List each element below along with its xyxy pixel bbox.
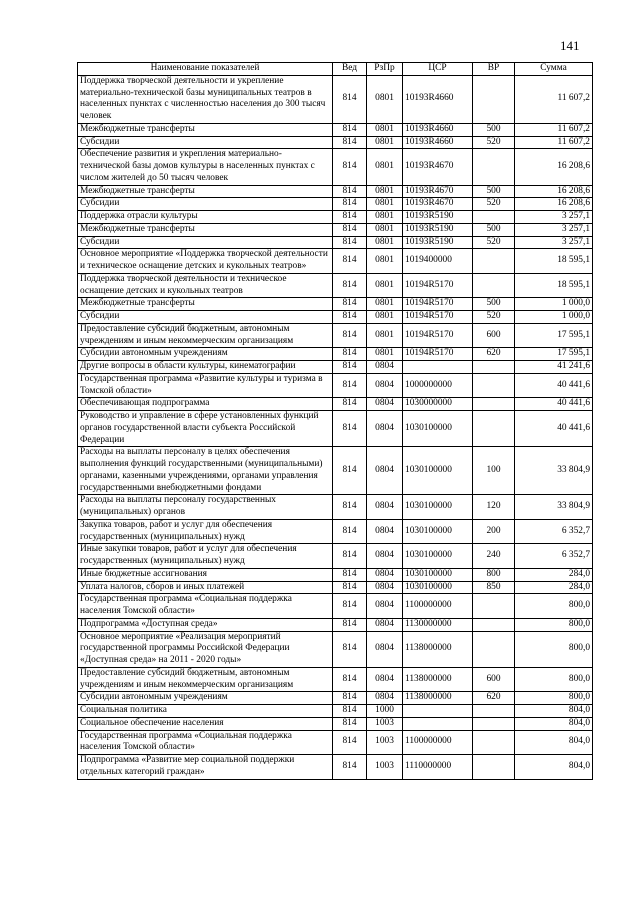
row-rzpr-cell: 0804 [367, 631, 403, 667]
table-row [78, 447, 593, 495]
row-name-cell: Уплата налогов, сборов и иных платежей [78, 581, 333, 594]
row-ved-cell: 814 [333, 149, 367, 185]
row-ved-cell: 814 [333, 136, 367, 149]
row-csr-cell: 1110000000 [403, 755, 473, 780]
row-sum-cell: 804,0 [515, 730, 593, 755]
row-vr-cell [473, 373, 515, 398]
row-sum-cell: 804,0 [515, 755, 593, 780]
row-csr-cell: 10193R4660 [403, 123, 473, 136]
row-csr-cell: 1000000000 [403, 373, 473, 398]
row-csr-cell [403, 705, 473, 718]
row-rzpr-cell: 0801 [367, 123, 403, 136]
row-ved-cell: 814 [333, 185, 367, 198]
row-ved-cell: 814 [333, 298, 367, 311]
row-name-cell: Обеспечение развития и укрепления материально-технической базы домов культуры в населенных пунктах с числом жителей до 50 тысяч человек [78, 149, 333, 185]
row-vr-cell: 520 [473, 311, 515, 324]
row-sum-cell: 16 208,6 [515, 149, 593, 185]
row-rzpr-cell: 1003 [367, 717, 403, 730]
row-sum-cell: 800,0 [515, 631, 593, 667]
row-sum-cell: 804,0 [515, 705, 593, 718]
row-vr-cell [473, 717, 515, 730]
row-rzpr-cell: 0801 [367, 75, 403, 123]
row-name-cell: Межбюджетные трансферты [78, 185, 333, 198]
row-name-cell: Обеспечивающая подпрограмма [78, 398, 333, 411]
row-sum-cell: 3 257,1 [515, 223, 593, 236]
row-vr-cell: 850 [473, 581, 515, 594]
row-csr-cell: 1138000000 [403, 631, 473, 667]
row-sum-cell: 11 607,2 [515, 136, 593, 149]
row-csr-cell: 10193R4660 [403, 75, 473, 123]
row-rzpr-cell: 1000 [367, 705, 403, 718]
row-vr-cell [473, 411, 515, 447]
row-rzpr-cell: 0804 [367, 568, 403, 581]
row-sum-cell: 16 208,6 [515, 198, 593, 211]
row-ved-cell: 814 [333, 411, 367, 447]
table-row [78, 544, 593, 569]
row-name-cell: Межбюджетные трансферты [78, 298, 333, 311]
table-row [78, 519, 593, 544]
table-row [78, 298, 593, 311]
row-ved-cell: 814 [333, 692, 367, 705]
row-sum-cell: 33 804,9 [515, 447, 593, 495]
table-row [78, 495, 593, 520]
row-sum-cell: 804,0 [515, 717, 593, 730]
row-vr-cell [473, 631, 515, 667]
row-ved-cell: 814 [333, 223, 367, 236]
row-sum-cell: 800,0 [515, 692, 593, 705]
table-row [78, 730, 593, 755]
row-csr-cell: 10194R5170 [403, 323, 473, 348]
row-vr-cell [473, 249, 515, 274]
row-vr-cell [473, 149, 515, 185]
table-row [78, 75, 593, 123]
row-ved-cell: 814 [333, 373, 367, 398]
table-row [78, 323, 593, 348]
table-body [78, 75, 593, 779]
row-name-cell: Субсидии [78, 136, 333, 149]
row-csr-cell: 1030100000 [403, 447, 473, 495]
row-rzpr-cell: 0801 [367, 136, 403, 149]
row-vr-cell: 100 [473, 447, 515, 495]
row-rzpr-cell: 0804 [367, 519, 403, 544]
row-vr-cell [473, 75, 515, 123]
row-name-cell: Иные бюджетные ассигнования [78, 568, 333, 581]
row-csr-cell: 1030100000 [403, 495, 473, 520]
row-sum-cell: 17 595,1 [515, 348, 593, 361]
row-rzpr-cell: 0804 [367, 667, 403, 692]
row-ved-cell: 814 [333, 495, 367, 520]
row-ved-cell: 814 [333, 249, 367, 274]
row-rzpr-cell: 0801 [367, 236, 403, 249]
table-row [78, 398, 593, 411]
page-number: 141 [560, 38, 580, 53]
row-ved-cell: 814 [333, 631, 367, 667]
row-vr-cell: 600 [473, 323, 515, 348]
row-name-cell: Государственная программа «Развитие культуры и туризма в Томской области» [78, 373, 333, 398]
row-rzpr-cell: 0801 [367, 198, 403, 211]
row-vr-cell: 500 [473, 123, 515, 136]
row-sum-cell: 800,0 [515, 618, 593, 631]
budget-table [77, 62, 593, 780]
row-sum-cell: 16 208,6 [515, 185, 593, 198]
row-csr-cell [403, 361, 473, 374]
row-rzpr-cell: 0804 [367, 581, 403, 594]
table-row [78, 136, 593, 149]
row-sum-cell: 1 000,0 [515, 298, 593, 311]
row-csr-cell: 10193R5190 [403, 236, 473, 249]
row-vr-cell: 800 [473, 568, 515, 581]
row-sum-cell: 6 352,7 [515, 519, 593, 544]
row-ved-cell: 814 [333, 236, 367, 249]
header-csr: ЦСР [403, 63, 473, 76]
row-name-cell: Расходы на выплаты персоналу государственных (муниципальных) органов [78, 495, 333, 520]
row-csr-cell [403, 717, 473, 730]
row-ved-cell: 814 [333, 323, 367, 348]
row-vr-cell [473, 730, 515, 755]
row-vr-cell: 620 [473, 692, 515, 705]
table-row [78, 273, 593, 298]
row-vr-cell [473, 755, 515, 780]
row-csr-cell: 1019400000 [403, 249, 473, 274]
row-rzpr-cell: 0804 [367, 495, 403, 520]
row-csr-cell: 10193R4670 [403, 185, 473, 198]
row-rzpr-cell: 0804 [367, 544, 403, 569]
table-row [78, 373, 593, 398]
row-ved-cell: 814 [333, 705, 367, 718]
row-sum-cell: 11 607,2 [515, 75, 593, 123]
table-row [78, 311, 593, 324]
row-name-cell: Предоставление субсидий бюджетным, автономным учреждениям и иным некоммерческим организациям [78, 667, 333, 692]
row-vr-cell [473, 211, 515, 224]
row-rzpr-cell: 0804 [367, 594, 403, 619]
row-vr-cell [473, 398, 515, 411]
row-ved-cell: 814 [333, 544, 367, 569]
row-sum-cell: 11 607,2 [515, 123, 593, 136]
row-name-cell: Основное мероприятие «Реализация мероприятий государственной программы Российской Федерации «Доступная среда» на 2011 - 2020 годы» [78, 631, 333, 667]
row-sum-cell: 800,0 [515, 667, 593, 692]
table-row [78, 211, 593, 224]
row-vr-cell: 200 [473, 519, 515, 544]
table-row [78, 692, 593, 705]
row-rzpr-cell: 0801 [367, 249, 403, 274]
row-rzpr-cell: 0801 [367, 311, 403, 324]
row-csr-cell: 10194R5170 [403, 273, 473, 298]
row-ved-cell: 814 [333, 755, 367, 780]
table-row [78, 631, 593, 667]
row-csr-cell: 1030100000 [403, 519, 473, 544]
row-ved-cell: 814 [333, 311, 367, 324]
table-row [78, 249, 593, 274]
row-rzpr-cell: 0801 [367, 298, 403, 311]
header-ved: Вед [333, 63, 367, 76]
row-ved-cell: 814 [333, 273, 367, 298]
row-csr-cell: 1030000000 [403, 398, 473, 411]
row-ved-cell: 814 [333, 568, 367, 581]
row-sum-cell: 3 257,1 [515, 211, 593, 224]
row-rzpr-cell: 0801 [367, 185, 403, 198]
row-name-cell: Государственная программа «Социальная поддержка населения Томской области» [78, 730, 333, 755]
row-name-cell: Основное мероприятие «Поддержка творческой деятельности и техническое оснащение детских и кукольных театров» [78, 249, 333, 274]
row-rzpr-cell: 0804 [367, 411, 403, 447]
table-row [78, 185, 593, 198]
row-csr-cell: 1130000000 [403, 618, 473, 631]
row-sum-cell: 800,0 [515, 594, 593, 619]
table-row [78, 594, 593, 619]
table-row [78, 149, 593, 185]
row-sum-cell: 18 595,1 [515, 249, 593, 274]
row-vr-cell: 600 [473, 667, 515, 692]
header-rzpr: РзПр [367, 63, 403, 76]
row-rzpr-cell: 0804 [367, 618, 403, 631]
row-sum-cell: 1 000,0 [515, 311, 593, 324]
table-header-row [78, 63, 593, 76]
row-name-cell: Поддержка творческой деятельности и техническое оснащение детских и кукольных театров [78, 273, 333, 298]
row-rzpr-cell: 0804 [367, 361, 403, 374]
row-csr-cell: 10194R5170 [403, 298, 473, 311]
row-vr-cell: 500 [473, 298, 515, 311]
row-name-cell: Субсидии [78, 198, 333, 211]
row-name-cell: Социальное обеспечение населения [78, 717, 333, 730]
row-vr-cell [473, 361, 515, 374]
row-vr-cell: 500 [473, 185, 515, 198]
row-vr-cell: 500 [473, 223, 515, 236]
table-row [78, 411, 593, 447]
row-rzpr-cell: 0801 [367, 273, 403, 298]
row-sum-cell: 40 441,6 [515, 411, 593, 447]
row-vr-cell: 120 [473, 495, 515, 520]
row-ved-cell: 814 [333, 618, 367, 631]
row-csr-cell: 1030100000 [403, 411, 473, 447]
row-ved-cell: 814 [333, 447, 367, 495]
row-rzpr-cell: 0804 [367, 398, 403, 411]
row-name-cell: Субсидии [78, 236, 333, 249]
row-rzpr-cell: 0801 [367, 211, 403, 224]
row-csr-cell: 1100000000 [403, 594, 473, 619]
row-csr-cell: 10194R5170 [403, 348, 473, 361]
row-name-cell: Другие вопросы в области культуры, кинематографии [78, 361, 333, 374]
row-name-cell: Иные закупки товаров, работ и услуг для обеспечения государственных (муниципальных) нужд [78, 544, 333, 569]
table-row [78, 618, 593, 631]
row-sum-cell: 40 441,6 [515, 398, 593, 411]
table-row [78, 361, 593, 374]
row-name-cell: Социальная политика [78, 705, 333, 718]
row-rzpr-cell: 0801 [367, 348, 403, 361]
row-ved-cell: 814 [333, 361, 367, 374]
row-vr-cell: 240 [473, 544, 515, 569]
row-sum-cell: 6 352,7 [515, 544, 593, 569]
row-ved-cell: 814 [333, 398, 367, 411]
row-name-cell: Предоставление субсидий бюджетным, автономным учреждениям и иным некоммерческим организациям [78, 323, 333, 348]
row-csr-cell: 10194R5170 [403, 311, 473, 324]
table-row [78, 223, 593, 236]
row-sum-cell: 33 804,9 [515, 495, 593, 520]
row-name-cell: Расходы на выплаты персоналу в целях обеспечения выполнения функций государственными (муниципальными) органами, казенными учреждениями, органами управления государственными внебюджетными фондами [78, 447, 333, 495]
row-sum-cell: 3 257,1 [515, 236, 593, 249]
row-csr-cell: 1030100000 [403, 581, 473, 594]
table-row [78, 717, 593, 730]
row-csr-cell: 1030100000 [403, 544, 473, 569]
row-name-cell: Субсидии автономным учреждениям [78, 692, 333, 705]
row-name-cell: Закупка товаров, работ и услуг для обеспечения государственных (муниципальных) нужд [78, 519, 333, 544]
table-row [78, 705, 593, 718]
table-row [78, 123, 593, 136]
row-rzpr-cell: 0801 [367, 223, 403, 236]
row-vr-cell [473, 705, 515, 718]
row-ved-cell: 814 [333, 75, 367, 123]
row-vr-cell [473, 618, 515, 631]
header-sum: Сумма [515, 63, 593, 76]
row-rzpr-cell: 0801 [367, 149, 403, 185]
row-sum-cell: 284,0 [515, 581, 593, 594]
table-row [78, 568, 593, 581]
row-vr-cell: 520 [473, 236, 515, 249]
row-vr-cell: 620 [473, 348, 515, 361]
row-ved-cell: 814 [333, 667, 367, 692]
row-name-cell: Поддержка творческой деятельности и укрепление материально-технической базы муниципальных театров в населенных пунктах с численностью населения до 300 тысяч человек [78, 75, 333, 123]
row-name-cell: Межбюджетные трансферты [78, 123, 333, 136]
row-ved-cell: 814 [333, 211, 367, 224]
row-name-cell: Подпрограмма «Развитие мер социальной поддержки отдельных категорий граждан» [78, 755, 333, 780]
header-vr: ВР [473, 63, 515, 76]
row-vr-cell [473, 594, 515, 619]
table-row [78, 198, 593, 211]
row-sum-cell: 17 595,1 [515, 323, 593, 348]
row-name-cell: Подпрограмма «Доступная среда» [78, 618, 333, 631]
row-ved-cell: 814 [333, 730, 367, 755]
row-rzpr-cell: 0804 [367, 373, 403, 398]
row-ved-cell: 814 [333, 198, 367, 211]
row-sum-cell: 18 595,1 [515, 273, 593, 298]
row-name-cell: Субсидии автономным учреждениям [78, 348, 333, 361]
row-csr-cell: 1138000000 [403, 667, 473, 692]
row-csr-cell: 10193R4660 [403, 136, 473, 149]
row-sum-cell: 41 241,6 [515, 361, 593, 374]
row-csr-cell: 10193R4670 [403, 149, 473, 185]
row-vr-cell: 520 [473, 136, 515, 149]
table-row [78, 667, 593, 692]
row-csr-cell: 10193R5190 [403, 223, 473, 236]
row-rzpr-cell: 0804 [367, 692, 403, 705]
row-name-cell: Государственная программа «Социальная поддержка населения Томской области» [78, 594, 333, 619]
row-rzpr-cell: 1003 [367, 730, 403, 755]
row-name-cell: Межбюджетные трансферты [78, 223, 333, 236]
row-csr-cell: 1030100000 [403, 568, 473, 581]
row-ved-cell: 814 [333, 519, 367, 544]
row-ved-cell: 814 [333, 717, 367, 730]
row-rzpr-cell: 0801 [367, 323, 403, 348]
table-row [78, 236, 593, 249]
row-csr-cell: 1138000000 [403, 692, 473, 705]
row-name-cell: Руководство и управление в сфере установленных функций органов государственной власти субъекта Российской Федерации [78, 411, 333, 447]
row-rzpr-cell: 0804 [367, 447, 403, 495]
row-ved-cell: 814 [333, 581, 367, 594]
row-csr-cell: 10193R4670 [403, 198, 473, 211]
row-vr-cell [473, 273, 515, 298]
row-ved-cell: 814 [333, 594, 367, 619]
row-csr-cell: 10193R5190 [403, 211, 473, 224]
row-rzpr-cell: 1003 [367, 755, 403, 780]
header-name: Наименование показателей [78, 63, 333, 76]
table-row [78, 348, 593, 361]
row-name-cell: Субсидии [78, 311, 333, 324]
row-name-cell: Поддержка отрасли культуры [78, 211, 333, 224]
table-row [78, 581, 593, 594]
row-ved-cell: 814 [333, 123, 367, 136]
row-sum-cell: 284,0 [515, 568, 593, 581]
row-vr-cell: 520 [473, 198, 515, 211]
row-csr-cell: 1100000000 [403, 730, 473, 755]
row-sum-cell: 40 441,6 [515, 373, 593, 398]
table-row [78, 755, 593, 780]
row-ved-cell: 814 [333, 348, 367, 361]
